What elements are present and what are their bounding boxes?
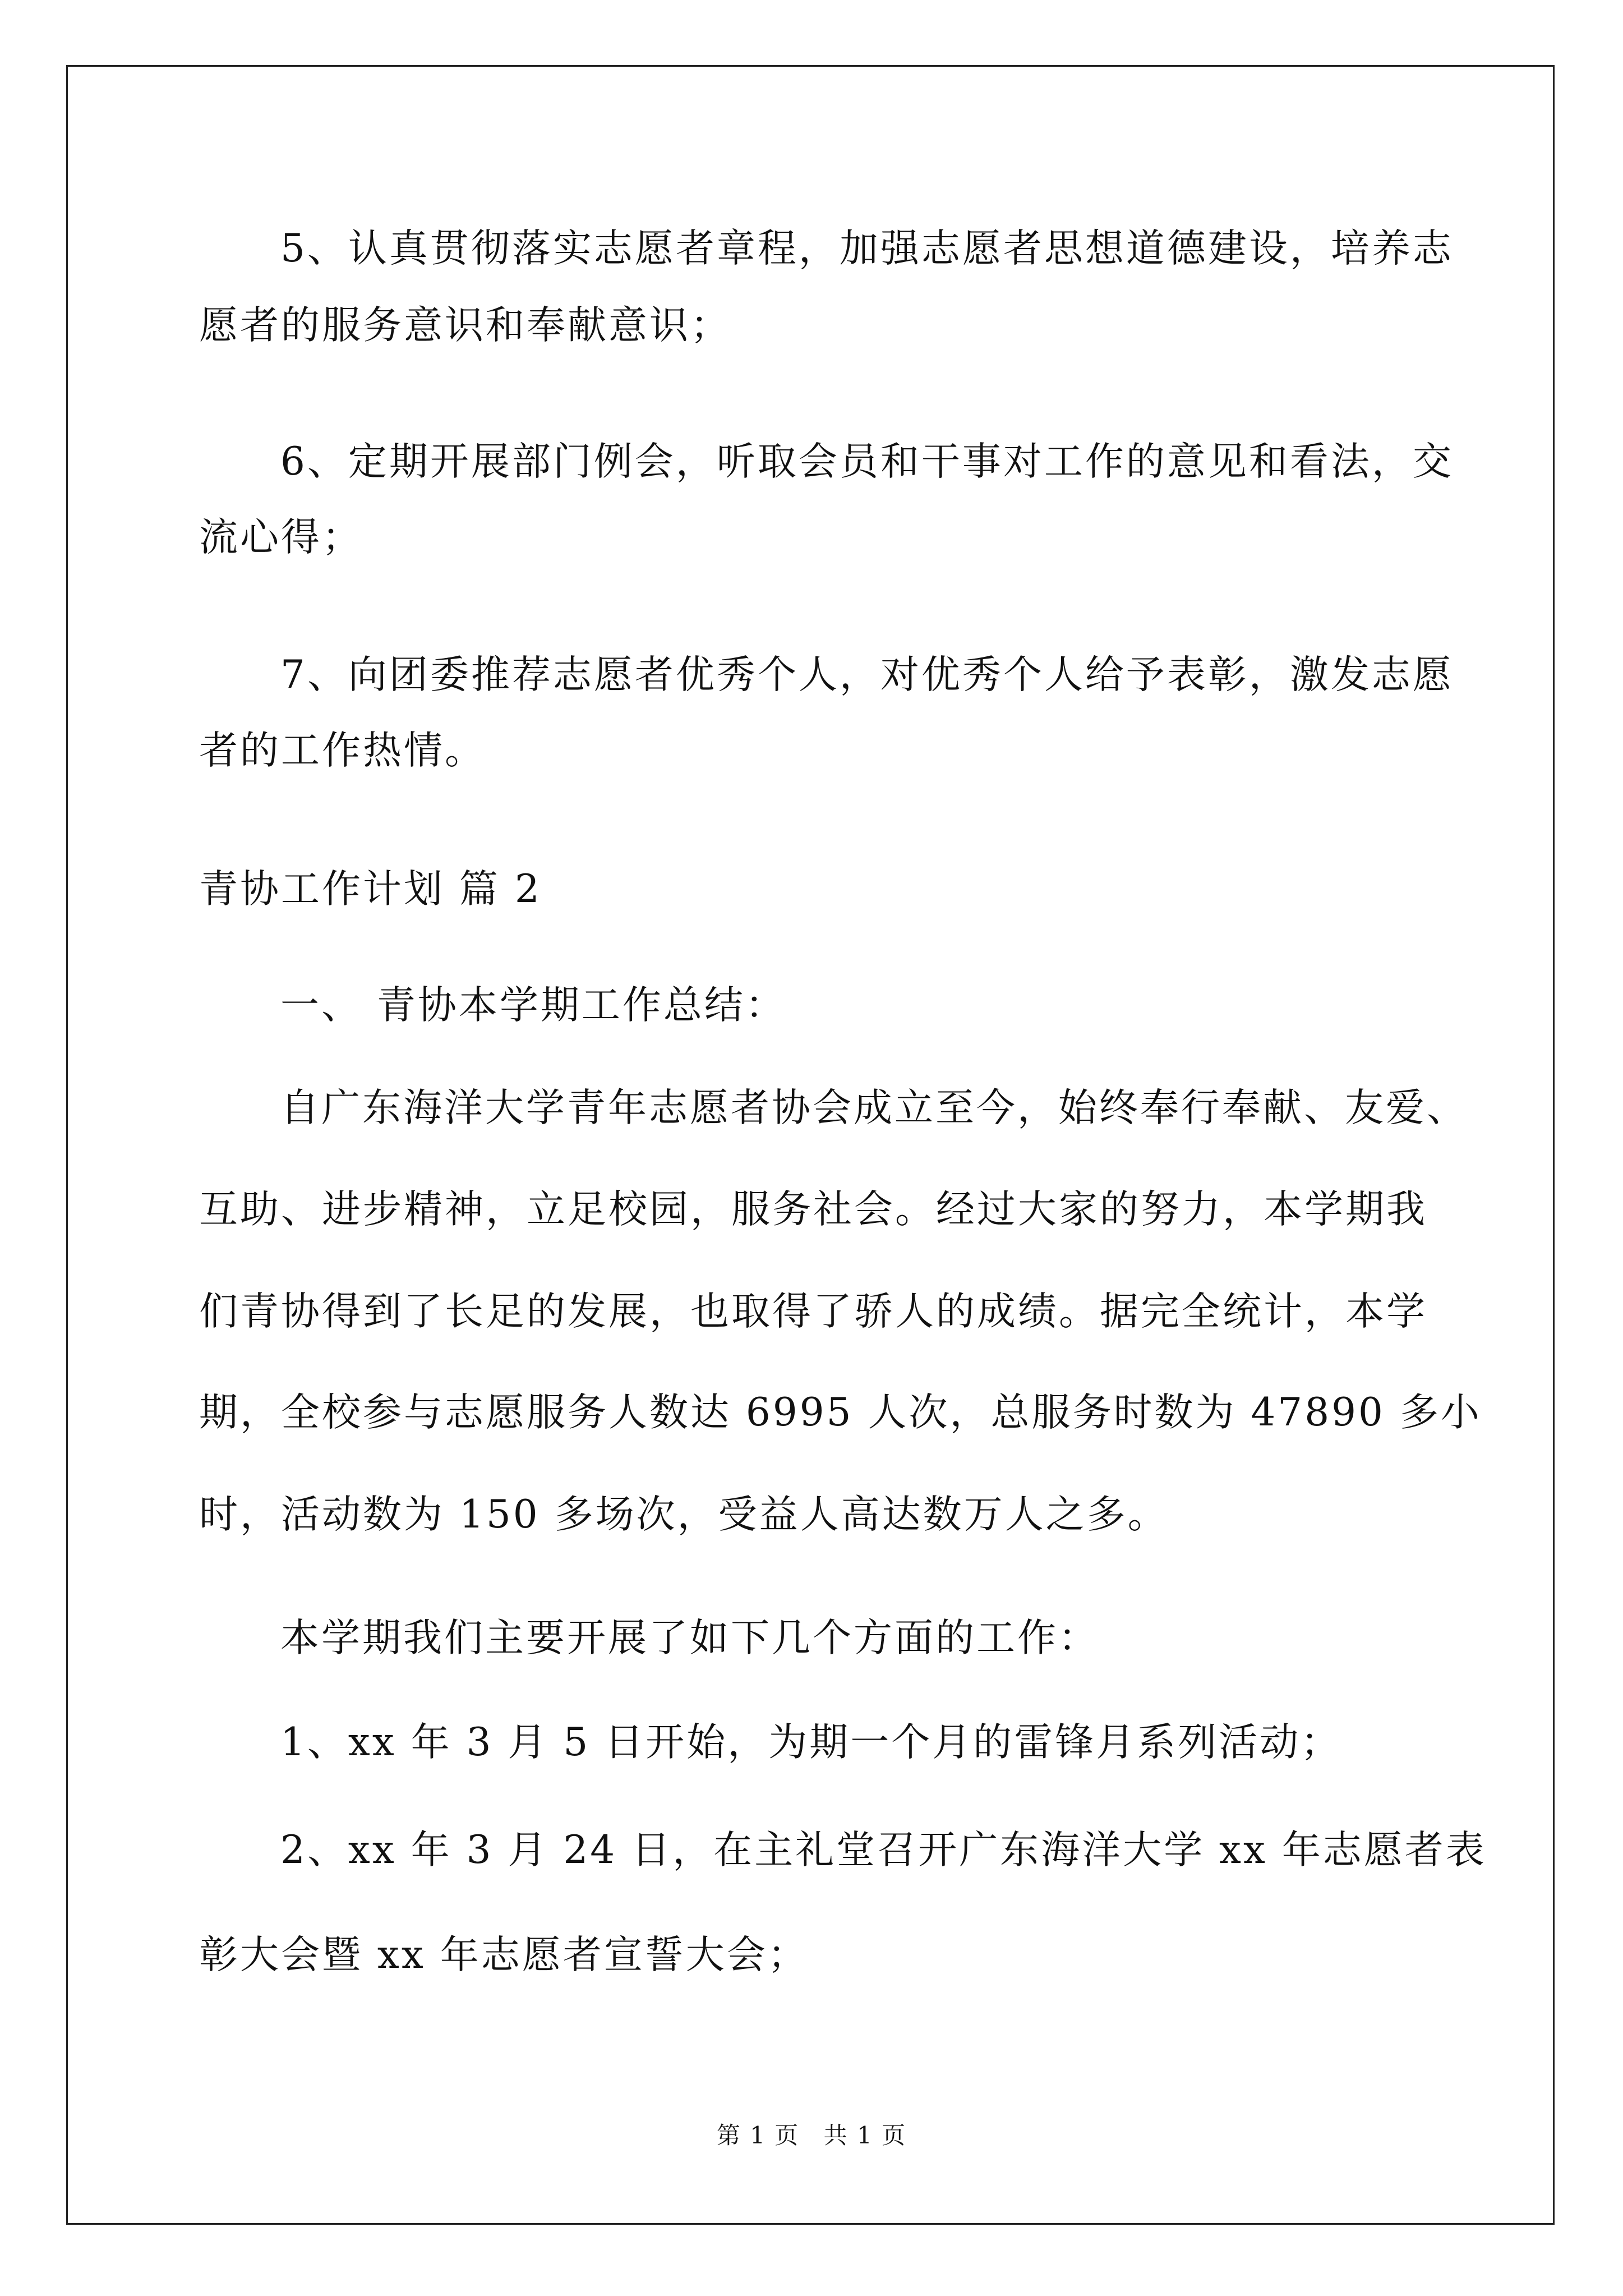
paragraph-line: 期，全校参与志愿服务人数达 6995 人次，总服务时数为 47890 多小 [199,1390,1482,1435]
list-item: 1、xx 年 3 月 5 日开始，为期一个月的雷锋月系列活动； [280,1720,1342,1765]
page-border [66,65,1555,2225]
subsection-heading: 一、 青协本学期工作总结： [280,983,786,1028]
paragraph-line: 6、定期开展部门例会，听取会员和干事对工作的意见和看法，交 [280,439,1454,484]
paragraph-line: 时，活动数为 150 多场次，受益人高达数万人之多。 [199,1492,1169,1537]
section-heading: 青协工作计划 篇 2 [199,867,542,912]
paragraph-line: 彰大会暨 xx 年志愿者宣誓大会； [199,1932,809,1977]
paragraph-line: 互助、进步精神，立足校园，服务社会。经过大家的努力，本学期我 [199,1187,1427,1232]
paragraph-line: 7、向团委推荐志愿者优秀个人，对优秀个人给予表彰，激发志愿 [280,652,1454,697]
paragraph-line: 们青协得到了长足的发展，也取得了骄人的成绩。据完全统计，本学 [199,1289,1427,1334]
paragraph-line: 者的工作热情。 [199,728,486,773]
paragraph-line: 愿者的服务意识和奉献意识； [199,303,731,348]
paragraph-line: 流心得； [199,515,363,560]
paragraph-line: 自广东海洋大学青年志愿者协会成立至今，始终奉行奉献、友爱、 [280,1085,1468,1130]
page-number-total: 共 1 页 [823,2122,907,2149]
list-item: 2、xx 年 3 月 24 日，在主礼堂召开广东海洋大学 xx 年志愿者表 [280,1828,1487,1872]
paragraph-line: 本学期我们主要开展了如下几个方面的工作： [280,1616,1099,1660]
paragraph-line: 5、认真贯彻落实志愿者章程，加强志愿者思想道德建设，培养志 [280,226,1454,271]
page-number-current: 第 1 页 [716,2122,800,2149]
page-footer [0,2122,1623,2150]
